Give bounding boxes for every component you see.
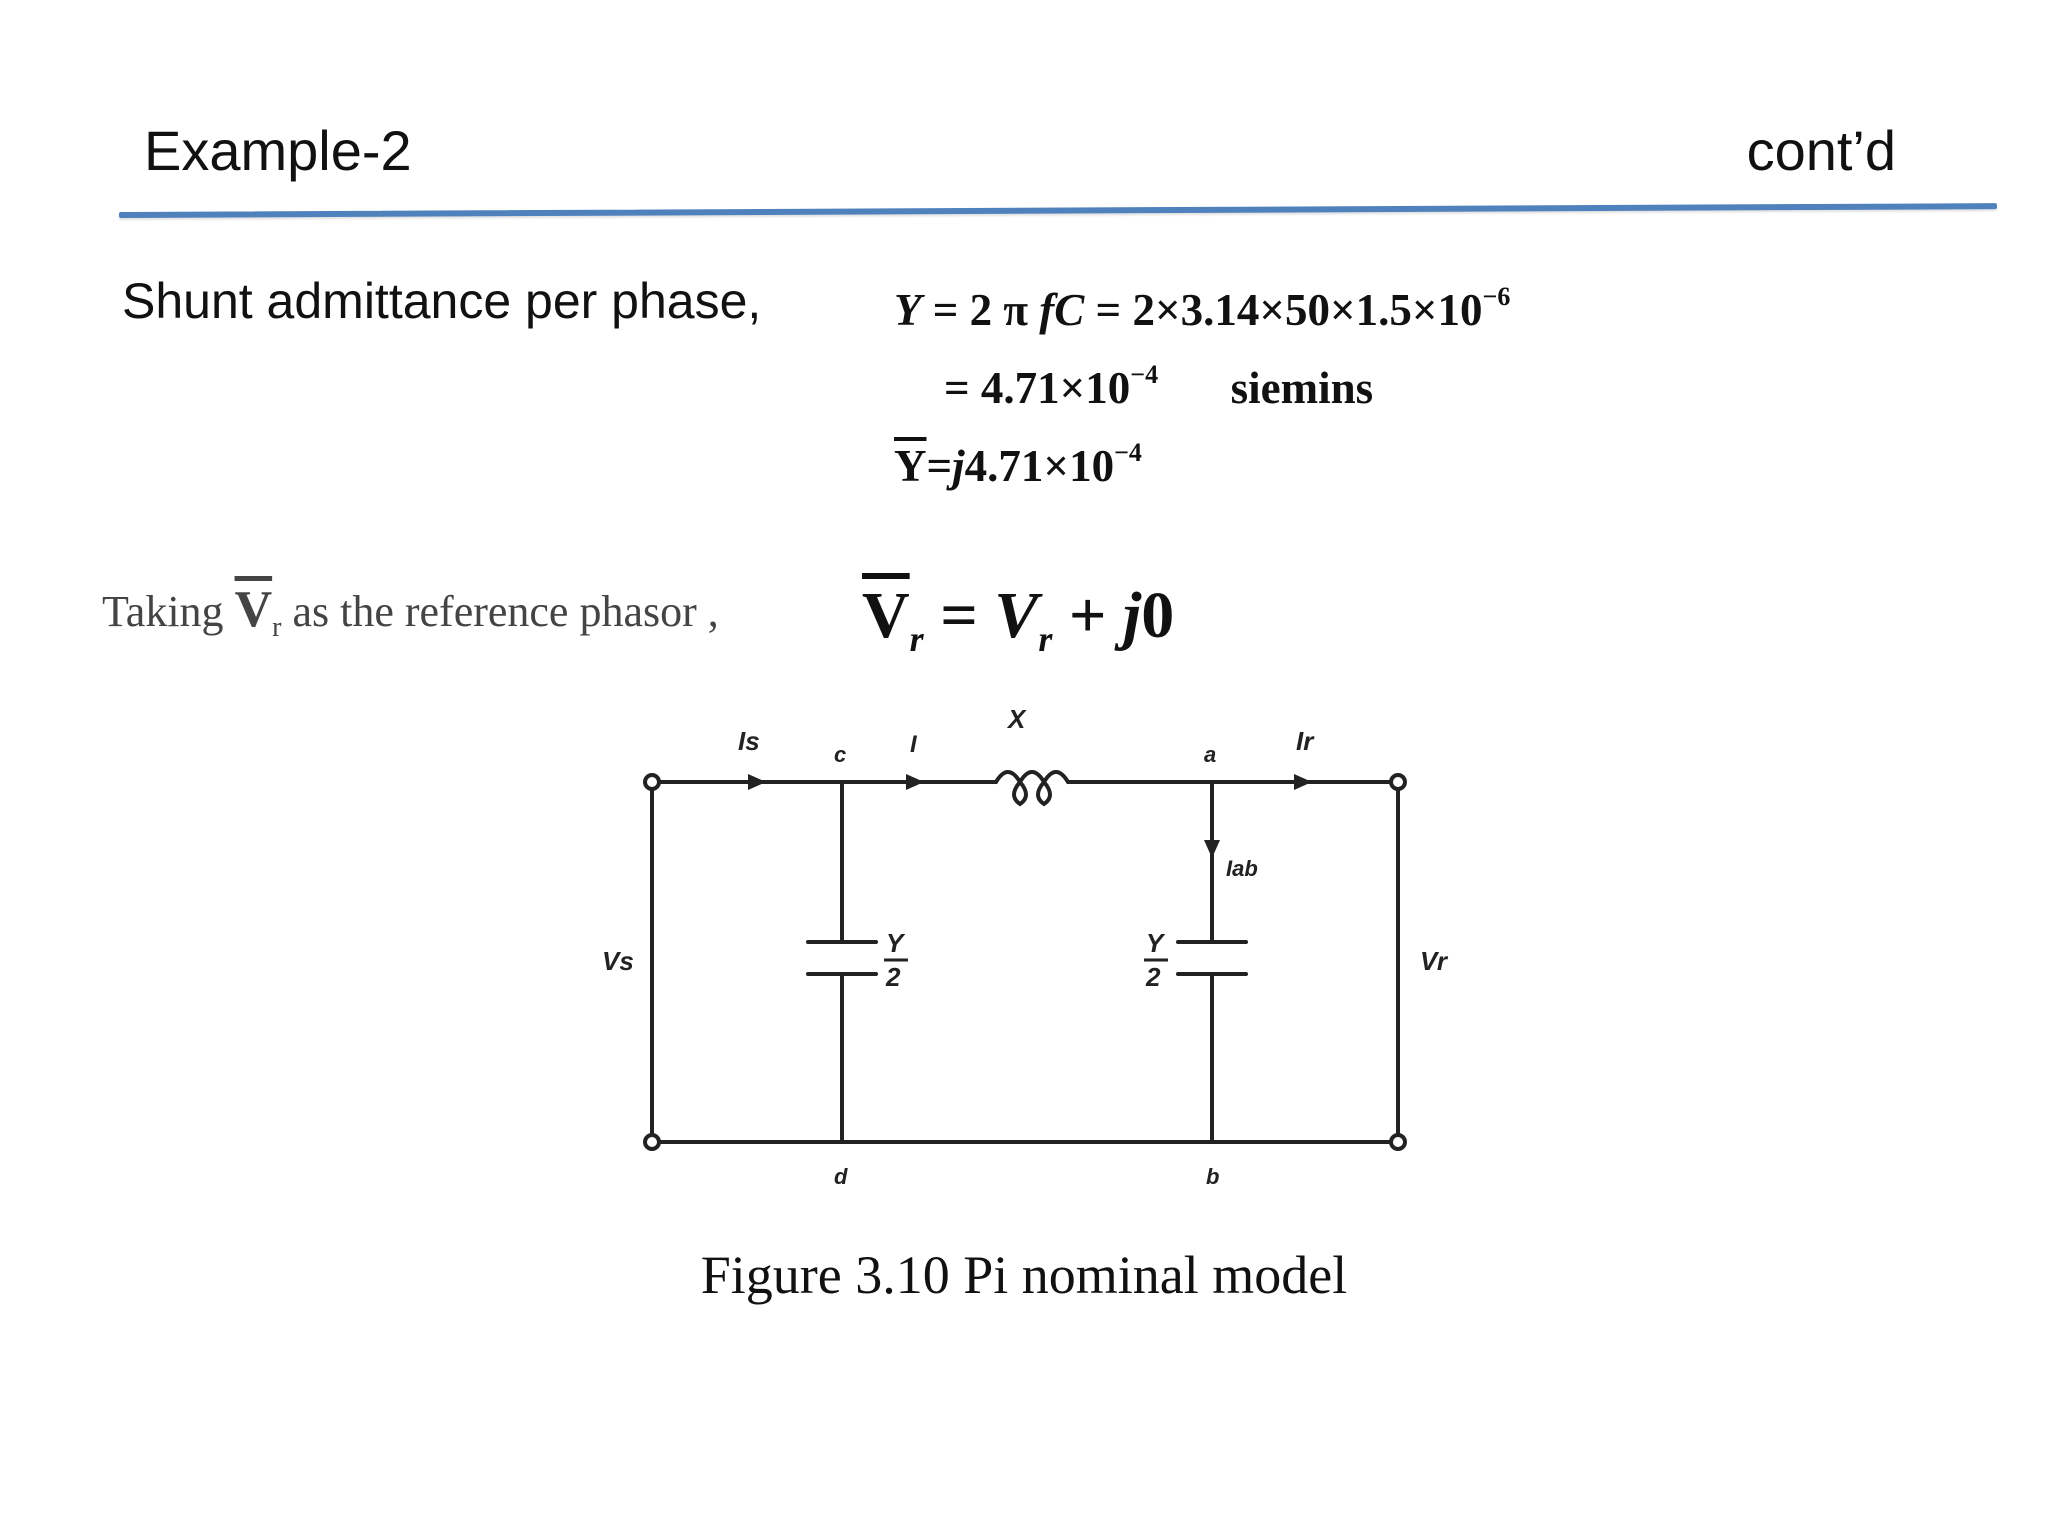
eq2-unit: siemins: [1230, 363, 1374, 413]
vr-eq-j: j: [1122, 579, 1142, 652]
eq1-fc: fC: [1039, 285, 1085, 335]
eq1-rhs: = 2×3.14×50×1.5×10: [1084, 285, 1483, 335]
svg-text:Vr: [1420, 946, 1449, 976]
svg-text:c: [834, 742, 846, 767]
equation-admittance-value: [944, 362, 1373, 414]
title-divider: [119, 203, 1997, 218]
svg-text:Y: [1146, 928, 1166, 958]
vr-eq-mid: =: [923, 579, 995, 652]
vr-symbol: $\overline{V}$: [234, 581, 273, 638]
shunt-admittance-label: Shunt admittance per phase,: [122, 273, 762, 329]
label-vr: Vr: [1420, 946, 1447, 976]
eq3-j: j: [952, 441, 965, 491]
label-xl: X: [1008, 704, 1026, 734]
left-capacitor-plates: [808, 942, 876, 974]
continued-label: cont’d: [1746, 119, 1896, 182]
left-y-denominator: 2: [886, 962, 901, 992]
reference-phasor-text: [102, 580, 719, 644]
pi-nominal-circuit-diagram: [580, 690, 1480, 1210]
svg-text:b: [1206, 1164, 1219, 1189]
arrow-ir: [1294, 774, 1312, 790]
svg-text:2: [885, 962, 901, 992]
eq3-eq: =: [926, 441, 953, 491]
svg-text:Ir: [1296, 726, 1315, 756]
right-capacitor-plates: [1178, 942, 1246, 974]
equation-admittance-phasor: [894, 440, 1142, 492]
slide-title: Example-2: [144, 119, 412, 182]
vr-eq-zero: 0: [1141, 579, 1175, 652]
taking-word: Taking: [102, 587, 235, 636]
inductor-coil: [996, 772, 1068, 804]
reference-phasor-equation: [862, 578, 1175, 659]
label-iab: Iab: [1226, 856, 1258, 881]
eq1-mid: = 2 π: [921, 285, 1040, 335]
label-b: b: [1206, 1164, 1220, 1189]
svg-text:Y: [886, 928, 906, 958]
eq3-ybar: $\overline{Y}$: [894, 441, 927, 491]
terminal-bottom-left: [645, 1135, 659, 1149]
svg-text:X: [1006, 704, 1027, 734]
svg-text:a: [1204, 742, 1216, 767]
reference-rest: as the reference phasor ,: [281, 587, 719, 636]
eq1-y: Y: [894, 285, 922, 335]
figure-caption: Figure 3.10 Pi nominal model: [700, 1245, 1348, 1305]
eq2-main: = 4.71×10: [944, 363, 1131, 413]
eq1-exponent: −6: [1482, 282, 1511, 311]
vr-eq-v2: V: [994, 579, 1039, 652]
label-c: c: [834, 742, 847, 767]
arrow-iab: [1204, 840, 1220, 858]
arrow-i: [906, 774, 924, 790]
right-y-denominator: 2: [1146, 962, 1161, 992]
vr-subscript: r: [272, 611, 282, 643]
terminal-bottom-right: [1391, 1135, 1405, 1149]
eq2-exponent: −4: [1130, 360, 1159, 389]
svg-text:Vs: [602, 946, 634, 976]
terminal-top-left: [645, 775, 659, 789]
terminal-top-right: [1391, 775, 1405, 789]
vr-eq-sub1: r: [909, 619, 924, 659]
eq3-main: 4.71×10: [964, 441, 1115, 491]
label-i: I: [910, 731, 917, 758]
label-is: Is: [738, 726, 760, 756]
label-ir: Ir: [1296, 726, 1314, 756]
svg-text:Iab: [1226, 856, 1258, 881]
arrow-is: [748, 774, 766, 790]
left-y-numerator: Y: [886, 928, 904, 958]
equation-admittance: [894, 284, 1510, 336]
vr-eq-plus: +: [1052, 579, 1123, 652]
eq3-exponent: −4: [1114, 438, 1142, 467]
label-a: a: [1204, 742, 1217, 767]
label-vs: Vs: [602, 946, 634, 976]
label-d: d: [834, 1164, 848, 1189]
vr-eq-sub2: r: [1038, 619, 1053, 659]
vr-eq-v: $\overline{V}$: [862, 579, 910, 652]
svg-text:d: [834, 1164, 848, 1189]
svg-text:Is: [738, 726, 760, 756]
svg-text:I: [910, 731, 918, 758]
svg-text:2: [1145, 962, 1161, 992]
right-y-numerator: Y: [1146, 928, 1164, 958]
